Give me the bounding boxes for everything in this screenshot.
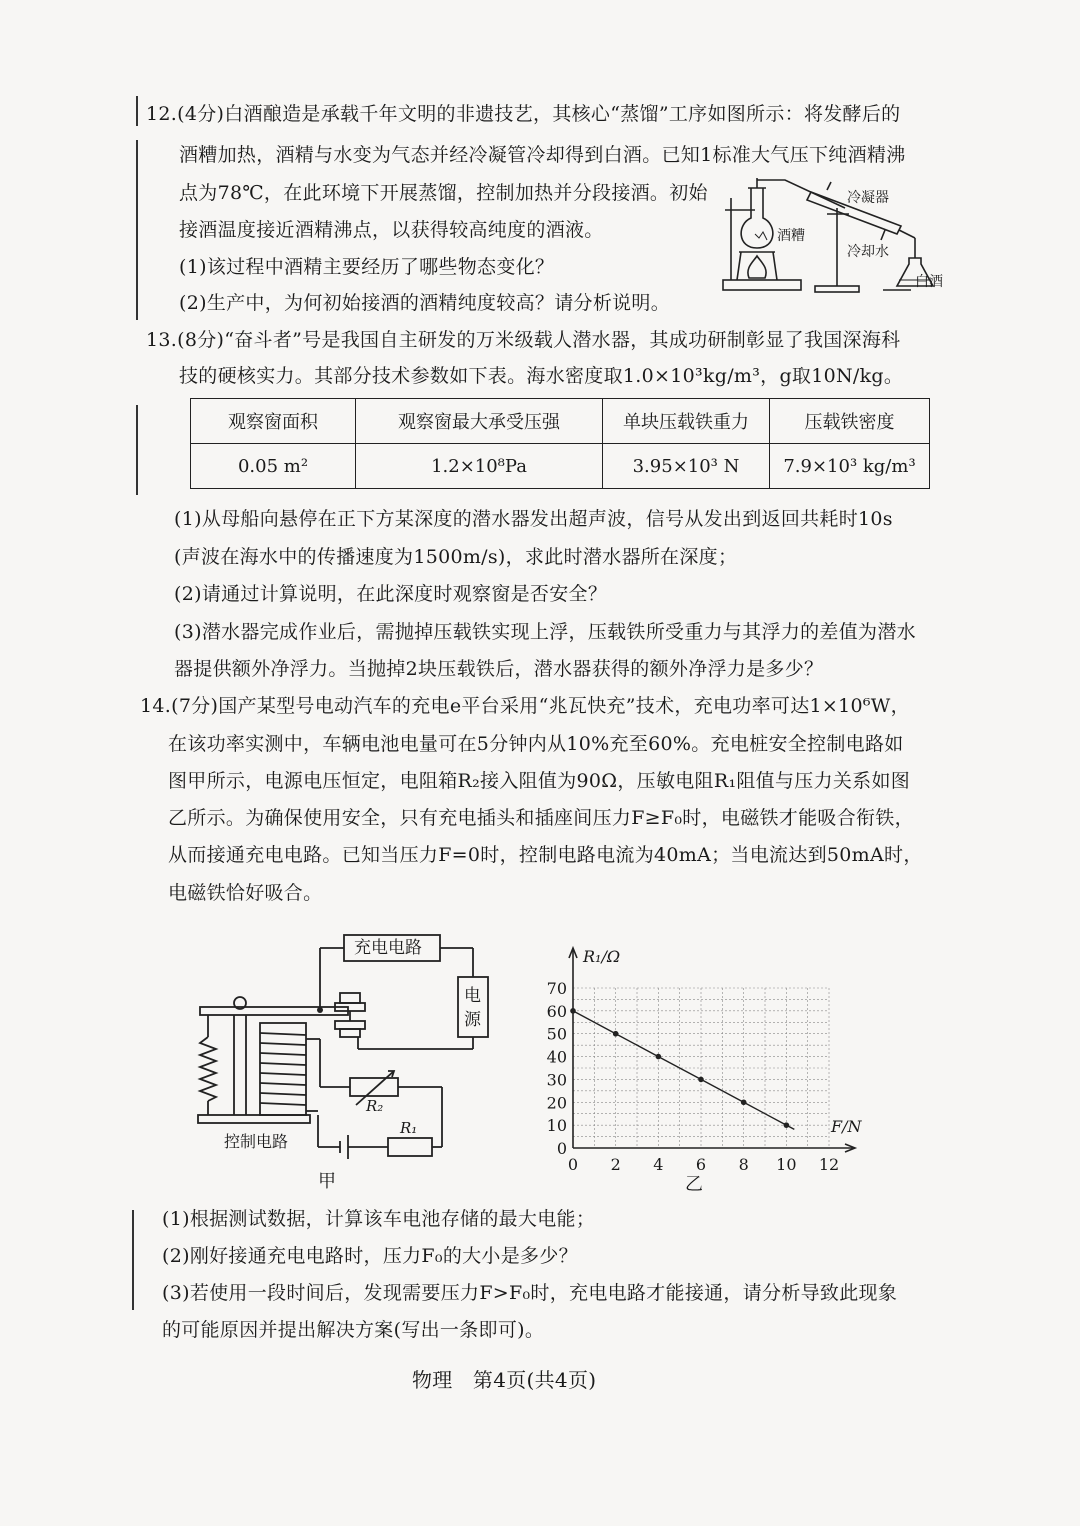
data-point	[570, 1008, 576, 1014]
x-tick-label: 10	[776, 1155, 797, 1174]
q14-line: 乙所示。为确保使用安全，只有充电插头和插座间压力F≥F₀时，电磁铁才能吸合衔铁，	[168, 807, 914, 829]
q14-line: 从而接通充电电路。已知当压力F=0时，控制电路电流为40mA；当电流达到50mA时，	[168, 844, 923, 866]
q12-line: 12.(4分)白酒酿造是承载千年文明的非遗技艺，其核心“蒸馏”工序如图所示：将发酵后的	[146, 103, 901, 125]
liquor-label: 白酒	[915, 274, 943, 290]
x-tick-label: 12	[818, 1155, 840, 1174]
margin-bar	[132, 1210, 134, 1310]
data-point	[741, 1099, 747, 1105]
table-header-cell: 观察窗面积	[191, 399, 356, 444]
q13-line: (声波在海水中的传播速度为1500m/s)，求此时潜水器所在深度；	[174, 546, 738, 568]
table-cell: 3.95×10³ N	[603, 444, 770, 489]
y-tick-label: 40	[546, 1047, 567, 1067]
table-cell: 0.05 m²	[191, 444, 356, 489]
q13-question: (3)潜水器完成作业后，需抛掉压载铁实现上浮，压载铁所受重力与其浮力的差值为潜水	[174, 621, 916, 643]
x-tick-label: 0	[567, 1155, 579, 1174]
condenser-label: 冷凝器	[847, 190, 889, 206]
x-tick-label: 6	[695, 1155, 707, 1174]
q13-line: 技的硬核实力。其部分技术参数如下表。海水密度取1.0×10³kg/m³，g取10N/kg。	[179, 365, 904, 387]
q14-line: 在该功率实测中，车辆电池电量可在5分钟内从10%充至60%。充电桩安全控制电路如	[168, 733, 904, 755]
y-tick-label: 70	[546, 979, 567, 998]
data-point	[656, 1054, 662, 1060]
q13-question: (1)从母船向悬停在正下方某深度的潜水器发出超声波，信号从发出到返回共耗时10s	[174, 508, 893, 530]
r2-label: R₂	[366, 1097, 384, 1115]
y-tick-label: 0	[556, 1139, 567, 1158]
r1-label: R₁	[400, 1119, 418, 1137]
q12-question: (2)生产中，为何初始接酒的酒精纯度较高？请分析说明。	[179, 292, 671, 314]
q13-question: (2)请通过计算说明，在此深度时观察窗是否安全？	[174, 583, 608, 605]
q13-line: 器提供额外净浮力。当抛掉2块压载铁后，潜水器获得的额外净浮力是多少？	[174, 658, 824, 680]
margin-bar	[136, 140, 138, 320]
y-tick-label: 30	[546, 1070, 567, 1090]
q14-question: (2)刚好接通充电电路时，压力F₀的大小是多少？	[162, 1245, 578, 1267]
parameter-table	[190, 398, 930, 489]
control-circuit-label: 控制电路	[224, 1132, 289, 1151]
chart-grid	[573, 988, 829, 1148]
data-point	[613, 1031, 619, 1037]
distillation-figure	[715, 168, 955, 300]
table-cell: 7.9×10³ kg/m³	[770, 444, 930, 489]
resistance-force-chart	[535, 940, 875, 1195]
x-tick-label: 2	[610, 1155, 621, 1174]
q13-line: 13.(8分)“奋斗者”号是我国自主研发的万米级载人潜水器，其成功研制彰显了我国深海科	[146, 329, 901, 351]
page-footer: 物理 第4页(共4页)	[412, 1368, 597, 1392]
table-cell: 1.2×10⁸Pa	[356, 444, 603, 489]
chart-axes	[569, 948, 855, 1152]
chart-series	[570, 1008, 794, 1129]
q12-line: 接酒温度接近酒精沸点，以获得较高纯度的酒液。	[179, 219, 604, 241]
charging-circuit-label: 充电电路	[354, 938, 422, 958]
cooling-water-label: 冷却水	[847, 244, 889, 260]
control-circuit-diagram	[190, 925, 520, 1195]
power-label-top: 电	[464, 986, 481, 1006]
table-header-cell: 观察窗最大承受压强	[356, 399, 603, 444]
q12-line: 点为78℃，在此环境下开展蒸馏，控制加热并分段接酒。初始	[179, 182, 708, 204]
q14-question: (1)根据测试数据，计算该车电池存储的最大电能；	[162, 1208, 596, 1230]
q14-line: 14.(7分)国产某型号电动汽车的充电e平台采用“兆瓦快充”技术，充电功率可达1×10⁶W，	[140, 695, 910, 717]
x-tick-label: 8	[738, 1155, 749, 1174]
mash-label: 酒糟	[777, 228, 805, 244]
margin-bar	[136, 96, 138, 126]
y-tick-label: 20	[546, 1093, 567, 1113]
power-label-bottom: 源	[464, 1010, 481, 1030]
figure-caption-jia: 甲	[318, 1171, 336, 1192]
chart-ticks	[547, 979, 840, 1174]
q14-line: 的可能原因并提出解决方案(写出一条即可)。	[162, 1319, 545, 1341]
y-axis-label: R₁/Ω	[583, 947, 621, 966]
x-tick-label: 4	[653, 1155, 664, 1174]
q14-line: 图甲所示，电源电压恒定，电阻箱R₂接入阻值为90Ω，压敏电阻R₁阻值与压力关系如图	[168, 770, 911, 792]
table-header-row	[191, 399, 930, 444]
x-axis-label: F/N	[831, 1117, 862, 1136]
table-header-cell: 压载铁密度	[770, 399, 930, 444]
margin-bar	[136, 405, 138, 495]
q12-line: 酒糟加热，酒精与水变为气态并经冷凝管冷却得到白酒。已知1标准大气压下纯酒精沸	[179, 144, 906, 166]
series-line	[573, 1011, 794, 1130]
y-tick-label: 50	[546, 1024, 567, 1044]
table-header-cell: 单块压载铁重力	[603, 399, 770, 444]
data-point	[698, 1077, 704, 1083]
table-row	[191, 444, 930, 489]
y-tick-label: 60	[546, 1001, 567, 1021]
q14-question: (3)若使用一段时间后，发现需要压力F>F₀时，充电电路才能接通，请分析导致此现象	[162, 1282, 898, 1304]
y-tick-label: 10	[546, 1116, 567, 1136]
data-point	[784, 1122, 790, 1128]
q14-line: 电磁铁恰好吸合。	[168, 882, 323, 904]
figure-caption-yi: 乙	[685, 1174, 703, 1195]
q12-question: (1)该过程中酒精主要经历了哪些物态变化？	[179, 256, 555, 278]
